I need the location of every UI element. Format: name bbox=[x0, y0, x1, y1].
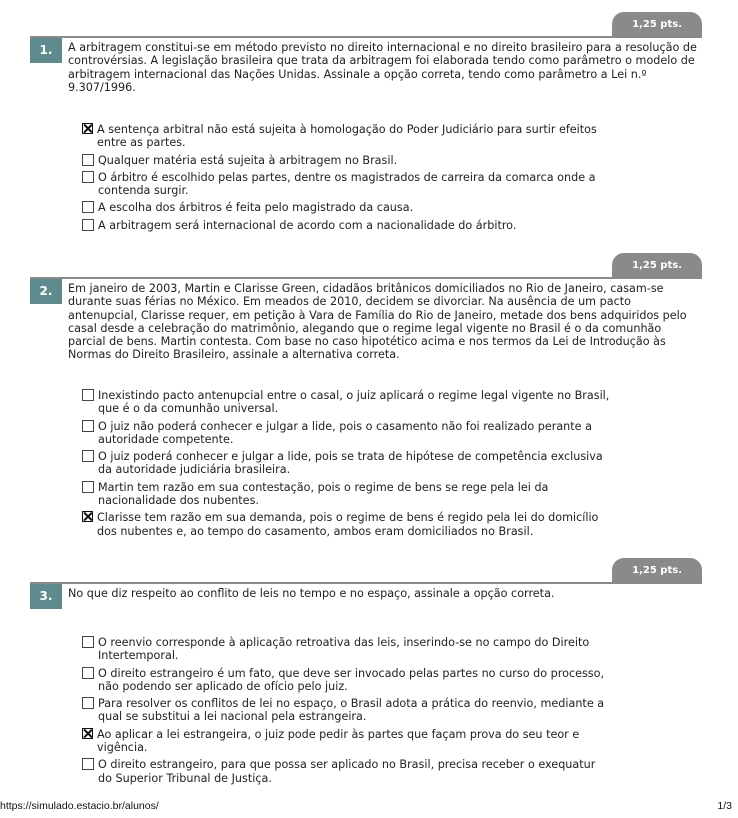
answer-text: A escolha dos árbitros é feita pelo magistrado da causa. bbox=[98, 201, 414, 215]
answer-text: O árbitro é escolhido pelas partes, dentre os magistrados de carreira da comarca onde a contenda surgir. bbox=[98, 170, 596, 198]
checkbox-checked[interactable] bbox=[82, 728, 93, 739]
answer-options bbox=[82, 636, 612, 789]
answer-text: A sentença arbitral não está sujeita à homologação do Poder Judiciário para surtir efeitos entre as partes. bbox=[97, 123, 597, 150]
checkbox[interactable] bbox=[82, 481, 94, 493]
answer-text: O juiz poderá conhecer e julgar a lide, pois se trata de hipótese de competência exclusiva da autoridade judiciária brasileira. bbox=[98, 450, 603, 477]
answer-option[interactable] bbox=[82, 728, 612, 755]
page-number: 1/3 bbox=[717, 800, 732, 812]
question-divider bbox=[30, 582, 702, 584]
checkbox-checked[interactable] bbox=[82, 123, 93, 134]
question-number: 3. bbox=[30, 584, 62, 609]
answer-text: O reenvio corresponde à aplicação retroativa das leis, inserindo-se no campo do Direito Intertemporal. bbox=[98, 636, 590, 663]
answer-text: O direito estrangeiro, para que possa ser aplicado no Brasil, precisa receber o exequatur do Superior Tribunal de Justiça. bbox=[98, 758, 596, 785]
answer-option[interactable] bbox=[82, 154, 612, 167]
question-text: A arbitragem constitui-se em método previsto no direito internacional e no direito brasileiro para a resolução de controvérsias. A legislação brasileira que trata da arbitragem foi elaborada tendo como parâmetro o modelo de arbitragem internacional das Nações Unidas. Assinale a opção correta, tendo como parâmetro a Lei n.º 9.307/1996. bbox=[68, 41, 697, 94]
question-text: No que diz respeito ao conflito de leis no tempo e no espaço, assinale a opção correta. bbox=[68, 587, 555, 600]
checkbox[interactable] bbox=[82, 697, 94, 709]
answer-options bbox=[82, 123, 612, 236]
answer-text: O juiz não poderá conhecer e julgar a lide, pois o casamento não foi realizado perante a autoridade competente. bbox=[98, 419, 592, 446]
answer-option[interactable] bbox=[82, 758, 612, 785]
answer-option[interactable] bbox=[82, 219, 612, 232]
checkbox[interactable] bbox=[82, 171, 94, 183]
answer-text: Martin tem razão em sua contestação, pois o regime de bens se rege pela lei da nacionalidade dos nubentes. bbox=[98, 480, 549, 508]
checkbox[interactable] bbox=[82, 450, 94, 462]
points-badge: 1,25 pts. bbox=[612, 12, 702, 36]
answer-option[interactable] bbox=[82, 450, 612, 477]
answer-text: A arbitragem será internacional de acordo com a nacionalidade do árbitro. bbox=[98, 218, 517, 232]
answer-option[interactable] bbox=[82, 420, 612, 447]
question-number: 2. bbox=[30, 279, 62, 304]
answer-option[interactable] bbox=[82, 481, 612, 508]
answer-option[interactable] bbox=[82, 201, 612, 214]
question-divider bbox=[30, 36, 702, 38]
points-badge: 1,25 pts. bbox=[612, 253, 702, 277]
checkbox[interactable] bbox=[82, 154, 94, 166]
answer-option[interactable] bbox=[82, 123, 612, 150]
checkbox[interactable] bbox=[82, 420, 94, 432]
answer-text: Para resolver os conflitos de lei no espaço, o Brasil adota a prática do reenvio, mediante a qual se substitui a lei nacional pela estrangeira. bbox=[98, 697, 605, 724]
checkbox[interactable] bbox=[82, 667, 94, 679]
answer-option[interactable] bbox=[82, 171, 612, 198]
answer-option[interactable] bbox=[82, 667, 612, 694]
answer-options bbox=[82, 389, 612, 542]
answer-text: Qualquer matéria está sujeita à arbitragem no Brasil. bbox=[98, 153, 398, 167]
answer-option[interactable] bbox=[82, 697, 612, 724]
checkbox[interactable] bbox=[82, 389, 94, 401]
answer-text: Clarisse tem razão em sua demanda, pois o regime de bens é regido pela lei do domicílio dos nubentes e, ao tempo do casamento, ambos eram domiciliados no Brasil. bbox=[97, 511, 599, 538]
footer-url: https://simulado.estacio.br/alunos/ bbox=[0, 800, 159, 812]
points-badge: 1,25 pts. bbox=[612, 558, 702, 582]
question-divider bbox=[30, 277, 702, 279]
answer-option[interactable] bbox=[82, 636, 612, 663]
checkbox[interactable] bbox=[82, 201, 94, 213]
answer-option[interactable] bbox=[82, 511, 612, 538]
answer-text: Inexistindo pacto antenupcial entre o casal, o juiz aplicará o regime legal vigente no Brasil, que é o da comunhão universal. bbox=[98, 389, 610, 416]
question-text: Em janeiro de 2003, Martin e Clarisse Green, cidadãos britânicos domiciliados no Rio de Janeiro, casam-se durante suas férias no México. Em meados de 2010, decidem se divorciar. Na ausência de um pacto antenupcial, Clarisse requer, em petição à Vara de Família do Rio de Janeiro, metade dos bens adquiridos pelo casal desde a celebração do matrimônio, alegando que o regime legal vigente no Brasil é o da comunhão parcial de bens. Martin contesta. Com base no caso hipotético acima e nos termos da Lei de Introdução às Normas do Direito Brasileiro, assinale a alternativa correta. bbox=[68, 282, 687, 362]
question-number: 1. bbox=[30, 38, 62, 63]
checkbox[interactable] bbox=[82, 636, 94, 648]
checkbox[interactable] bbox=[82, 219, 94, 231]
checkbox-checked[interactable] bbox=[82, 511, 93, 522]
answer-option[interactable] bbox=[82, 389, 612, 416]
answer-text: O direito estrangeiro é um fato, que deve ser invocado pelas partes no curso do processo, não podendo ser aplicado de ofício pelo juiz. bbox=[98, 666, 605, 693]
checkbox[interactable] bbox=[82, 758, 94, 770]
answer-text: Ao aplicar a lei estrangeira, o juiz pode pedir às partes que façam prova do seu teor e vigência. bbox=[97, 727, 580, 755]
